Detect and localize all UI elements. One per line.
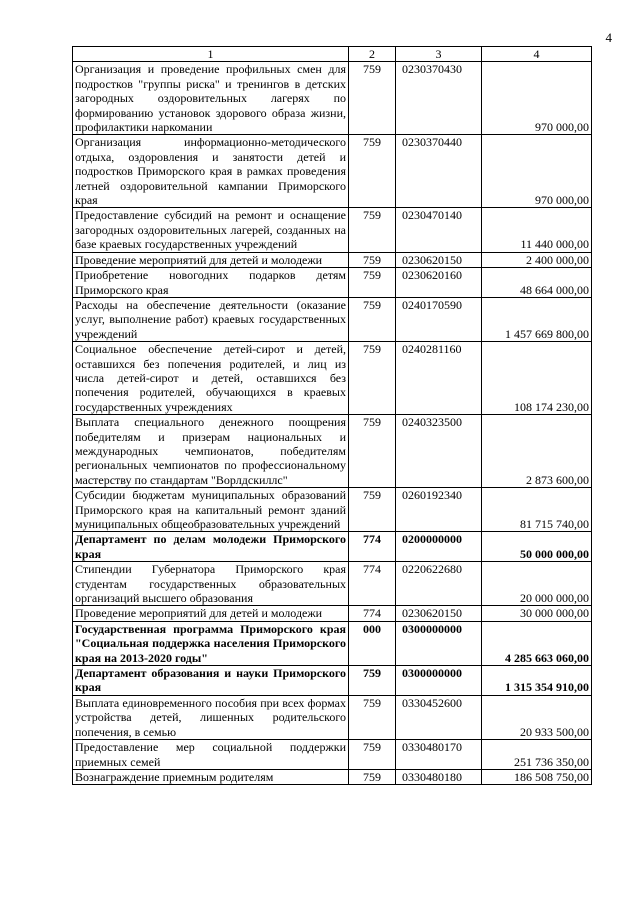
target-article-cell: 0230620150	[396, 606, 482, 621]
ministry-code-cell: 759	[349, 695, 396, 739]
target-article-cell: 0240170590	[396, 297, 482, 341]
target-article-cell: 0300000000	[396, 666, 482, 696]
ministry-code-cell: 774	[349, 532, 396, 562]
table-row	[73, 415, 592, 488]
amount-cell: 970 000,00	[482, 135, 592, 208]
amount-cell: 108 174 230,00	[482, 342, 592, 415]
table-row	[73, 342, 592, 415]
target-article-cell: 0230620150	[396, 252, 482, 267]
item-name-cell: Приобретение новогодних подарков детям Приморского края	[73, 268, 349, 298]
target-article-cell: 0260192340	[396, 488, 482, 532]
table-row	[73, 532, 592, 562]
target-article-cell: 0230470140	[396, 208, 482, 252]
ministry-code-cell: 759	[349, 297, 396, 341]
item-name-cell: Расходы на обеспечение деятельности (оказание услуг, выполнение работ) краевых государственных учреждений	[73, 297, 349, 341]
item-name-cell: Организация и проведение профильных смен для подростков "группы риска" и тренингов в детских загородных оздоровительных лагерях по формированию установок здорового образа жизни, профилактики наркомании	[73, 62, 349, 135]
amount-cell: 20 933 500,00	[482, 695, 592, 739]
amount-cell: 1 315 354 910,00	[482, 666, 592, 696]
amount-cell: 30 000 000,00	[482, 606, 592, 621]
amount-cell: 251 736 350,00	[482, 740, 592, 770]
ministry-code-cell: 774	[349, 606, 396, 621]
ministry-code-cell: 759	[349, 252, 396, 267]
amount-cell: 186 508 750,00	[482, 769, 592, 784]
amount-cell: 2 400 000,00	[482, 252, 592, 267]
table-row	[73, 769, 592, 784]
amount-cell: 4 285 663 060,00	[482, 621, 592, 665]
amount-cell: 2 873 600,00	[482, 415, 592, 488]
header-cell-4: 4	[482, 47, 592, 62]
header-cell-1: 1	[73, 47, 349, 62]
ministry-code-cell: 759	[349, 342, 396, 415]
ministry-code-cell: 759	[349, 268, 396, 298]
target-article-cell: 0330452600	[396, 695, 482, 739]
ministry-code-cell: 759	[349, 415, 396, 488]
target-article-cell: 0230620160	[396, 268, 482, 298]
table-row	[73, 695, 592, 739]
item-name-cell: Организация информационно-методического отдыха, оздоровления и занятости детей и подростков Приморского края в рамках проведения летней оздоровительной кампании Приморского края	[73, 135, 349, 208]
target-article-cell: 0330480170	[396, 740, 482, 770]
header-cell-2: 2	[349, 47, 396, 62]
item-name-cell: Социальное обеспечение детей-сирот и детей, оставшихся без попечения родителей, и лиц из числа детей-сирот и детей, оставшихся без попечения родителей, обучающихся в краевых государственных учреждениях	[73, 342, 349, 415]
item-name-cell: Департамент образования и науки Приморского края	[73, 666, 349, 696]
header-cell-3: 3	[396, 47, 482, 62]
ministry-code-cell: 759	[349, 666, 396, 696]
ministry-code-cell: 759	[349, 62, 396, 135]
item-name-cell: Предоставление субсидий на ремонт и оснащение загородных оздоровительных лагерей, созданных на базе краевых государственных учреждений	[73, 208, 349, 252]
item-name-cell: Субсидии бюджетам муниципальных образований Приморского края на капитальный ремонт зданий муниципальных общеобразовательных учреждений	[73, 488, 349, 532]
amount-cell: 1 457 669 800,00	[482, 297, 592, 341]
amount-cell: 81 715 740,00	[482, 488, 592, 532]
item-name-cell: Предоставление мер социальной поддержки приемных семей	[73, 740, 349, 770]
target-article-cell: 0300000000	[396, 621, 482, 665]
table-row	[73, 62, 592, 135]
table-body	[73, 62, 592, 785]
target-article-cell: 0230370440	[396, 135, 482, 208]
target-article-cell: 0220622680	[396, 562, 482, 606]
item-name-cell: Проведение мероприятий для детей и молодежи	[73, 252, 349, 267]
amount-cell: 48 664 000,00	[482, 268, 592, 298]
table-row	[73, 297, 592, 341]
ministry-code-cell: 759	[349, 740, 396, 770]
ministry-code-cell: 000	[349, 621, 396, 665]
item-name-cell: Вознаграждение приемным родителям	[73, 769, 349, 784]
ministry-code-cell: 759	[349, 769, 396, 784]
amount-cell: 20 000 000,00	[482, 562, 592, 606]
table-row	[73, 488, 592, 532]
table-row	[73, 621, 592, 665]
target-article-cell: 0240281160	[396, 342, 482, 415]
budget-table	[72, 46, 592, 785]
item-name-cell: Стипендии Губернатора Приморского края студентам государственных образовательных организаций высшего образования	[73, 562, 349, 606]
table-row	[73, 562, 592, 606]
ministry-code-cell: 759	[349, 208, 396, 252]
ministry-code-cell: 759	[349, 135, 396, 208]
item-name-cell: Проведение мероприятий для детей и молодежи	[73, 606, 349, 621]
table-row	[73, 135, 592, 208]
table-row	[73, 208, 592, 252]
amount-cell: 50 000 000,00	[482, 532, 592, 562]
item-name-cell: Департамент по делам молодежи Приморского края	[73, 532, 349, 562]
target-article-cell: 0330480180	[396, 769, 482, 784]
header-row	[73, 47, 592, 62]
table-row	[73, 740, 592, 770]
ministry-code-cell: 759	[349, 488, 396, 532]
table-row	[73, 268, 592, 298]
target-article-cell: 0240323500	[396, 415, 482, 488]
item-name-cell: Выплата специального денежного поощрения победителям и призерам национальных и международных чемпионатов, победителям региональных чемпионатов по профессиональному мастерству по стандартам "Ворлдскиллс"	[73, 415, 349, 488]
item-name-cell: Государственная программа Приморского края "Социальная поддержка населения Приморского края на 2013-2020 годы"	[73, 621, 349, 665]
target-article-cell: 0200000000	[396, 532, 482, 562]
amount-cell: 11 440 000,00	[482, 208, 592, 252]
table-row	[73, 606, 592, 621]
table-row	[73, 252, 592, 267]
ministry-code-cell: 774	[349, 562, 396, 606]
amount-cell: 970 000,00	[482, 62, 592, 135]
table-row	[73, 666, 592, 696]
page-number: 4	[605, 30, 612, 45]
target-article-cell: 0230370430	[396, 62, 482, 135]
item-name-cell: Выплата единовременного пособия при всех формах устройства детей, лишенных родительского попечения, в семью	[73, 695, 349, 739]
